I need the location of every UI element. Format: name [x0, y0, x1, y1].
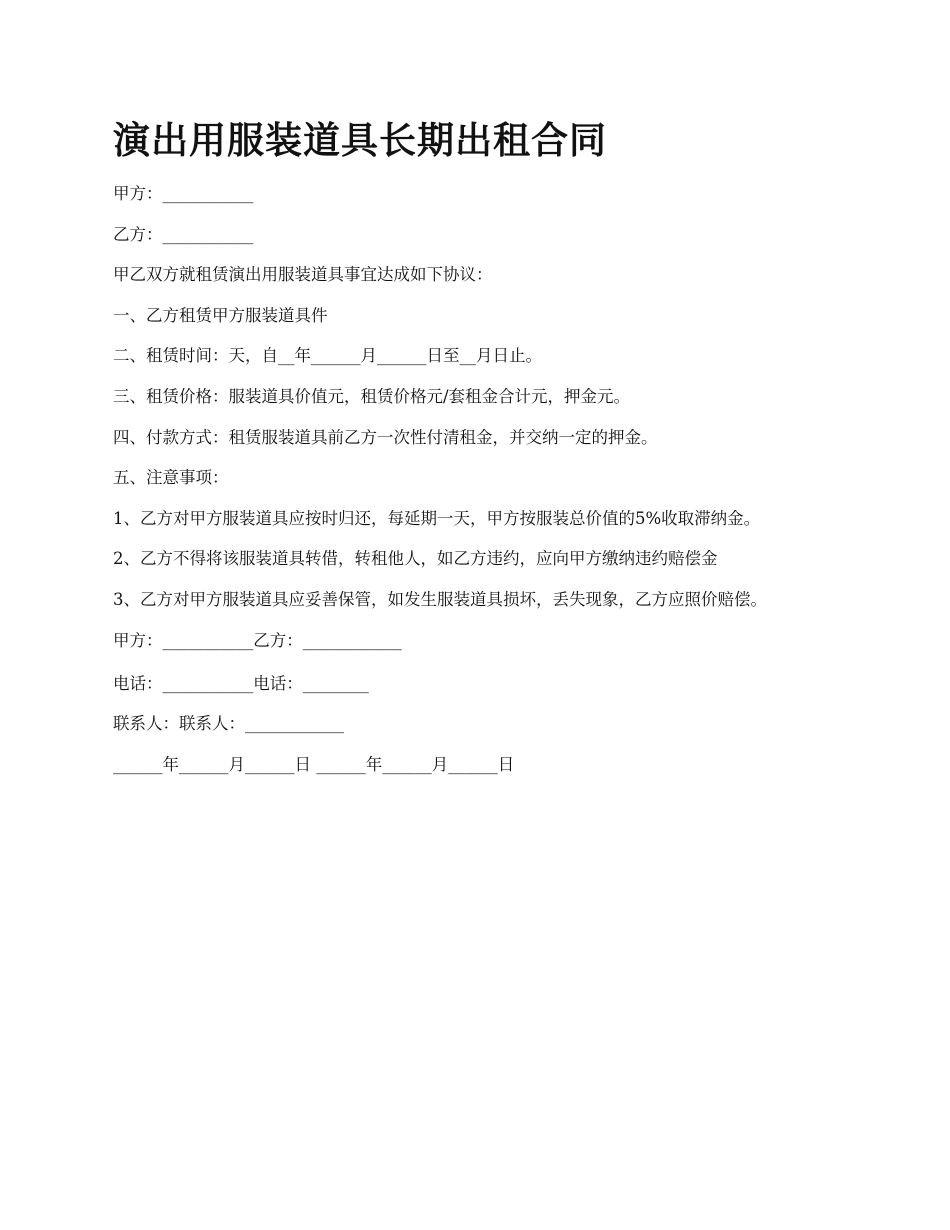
document-title: 演出用服装道具长期出租合同: [113, 118, 607, 162]
clause-1-quantity: 一、乙方租赁甲方服装道具件: [113, 306, 328, 325]
party-a-line: 甲方：___________: [113, 184, 254, 203]
signature-phone-line: 电话：___________电话：________: [113, 674, 369, 693]
clause-5-notes-heading: 五、注意事项：: [113, 468, 229, 487]
clause-3-rental-price: 三、租赁价格：服装道具价值元，租赁价格元/套租金合计元，押金元。: [113, 387, 631, 406]
party-b-line: 乙方：___________: [113, 225, 254, 244]
clause-2-rental-period: 二、租赁时间：天，自__年______月______日至__月日止。: [113, 346, 542, 365]
note-2-no-sublease: 2、乙方不得将该服装道具转借，转租他人，如乙方违约，应向甲方缴纳违约赔偿金: [113, 549, 718, 568]
signature-parties-line: 甲方：___________乙方：____________: [113, 631, 402, 650]
agreement-intro: 甲乙双方就租赁演出用服装道具事宜达成如下协议：: [113, 265, 493, 284]
clause-4-payment-method: 四、付款方式：租赁服装道具前乙方一次性付清租金，并交纳一定的押金。: [113, 428, 658, 447]
signature-date-line: ______年______月______日 ______年______月______日: [113, 755, 515, 774]
note-3-damage-compensation: 3、乙方对甲方服装道具应妥善保管，如发生服装道具损坏，丢失现象，乙方应照价赔偿。: [113, 590, 767, 609]
note-1-late-return: 1、乙方对甲方服装道具应按时归还，每延期一天，甲方按服装总价值的5%收取滞纳金。: [113, 509, 761, 528]
signature-contact-line: 联系人：联系人：____________: [113, 714, 344, 733]
